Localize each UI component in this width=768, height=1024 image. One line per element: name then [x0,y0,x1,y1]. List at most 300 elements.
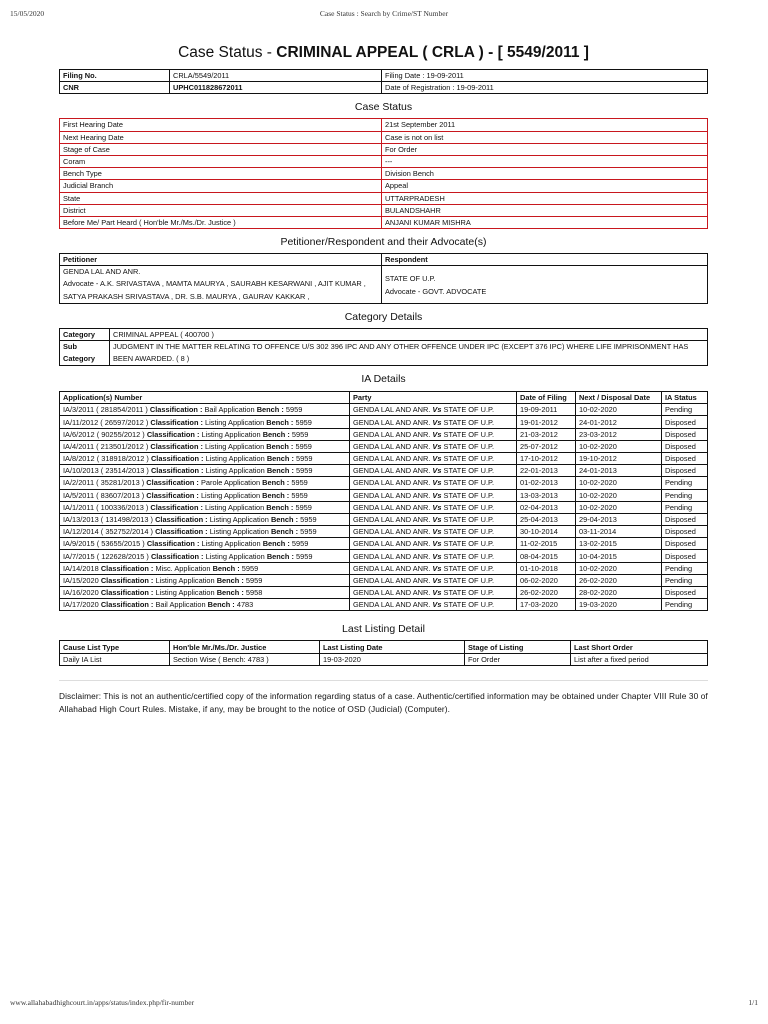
ia-petitioner: GENDA LAL AND ANR. [353,405,431,415]
ia-application-cell [60,550,350,562]
ia-application-cell [60,538,350,550]
ia-respondent: STATE OF U.P. [443,454,495,464]
title-prefix: Case Status - [178,44,277,61]
table-row [60,428,708,440]
ia-number: IA/12/2014 ( 352752/2014 ) [63,527,153,537]
ia-application-cell [60,562,350,574]
versus-label: Vs [432,502,442,512]
ia-bench: 5959 [295,441,312,451]
ia-status: Pending [662,404,708,416]
classification-label: Classification : [100,600,154,610]
bench-label: Bench : [262,539,290,549]
ia-filing-date: 25-04-2013 [517,513,576,525]
classification-label: Classification : [100,563,154,573]
bench-label: Bench : [270,515,299,525]
print-url: www.allahabadhighcourt.in/apps/status/index.php/fir-number [10,998,195,1007]
table-row [60,168,708,180]
ia-respondent: STATE OF U.P. [443,490,495,500]
case-status-label: State [60,192,382,204]
ia-petitioner: GENDA LAL AND ANR. [353,454,431,464]
ia-classification: Bail Application [155,600,206,610]
ia-number: IA/7/2015 ( 122628/2015 ) [63,551,149,561]
ia-col-next-date: Next / Disposal Date [576,392,662,404]
sub-category-value: JUDGMENT IN THE MATTER RELATING TO OFFENCE U/S 302 396 IPC AND ANY OTHER OFFENCE UNDER IPC (EXCEPT 376 IPC) WHERE LIFE IMPRISONMENT HAS BEEN AWARDED. ( 8 ) [110,341,708,366]
versus-label: Vs [432,575,442,585]
table-row [60,465,708,477]
ia-respondent: STATE OF U.P. [443,429,495,439]
bench-label: Bench : [266,466,294,476]
versus-label: Vs [432,563,442,573]
classification-label: Classification : [146,478,199,488]
ia-respondent: STATE OF U.P. [443,575,495,585]
print-page-number: 1/1 [748,998,758,1007]
case-status-value: Appeal [382,180,708,192]
table-row [60,328,708,340]
ia-bench: 5959 [296,551,313,561]
print-page-title: Case Status : Search by Crime/ST Number [319,9,449,18]
ia-bench: 5959 [295,502,312,512]
table-row [60,526,708,538]
ia-status: Disposed [662,428,708,440]
bench-label: Bench : [266,417,294,427]
ia-application-cell [60,513,350,525]
bench-label: Bench : [262,490,290,500]
ia-status: Pending [662,489,708,501]
ia-classification: Listing Application [209,527,269,537]
ia-status: Disposed [662,538,708,550]
table-row [60,180,708,192]
ia-respondent: STATE OF U.P. [443,563,495,573]
bench-label: Bench : [262,429,290,439]
title-case-number: CRIMINAL APPEAL ( CRLA ) - [ 5549/2011 ] [276,44,589,61]
ia-status: Disposed [662,550,708,562]
table-row [60,440,708,452]
classification-label: Classification : [155,515,208,525]
bench-label: Bench : [216,575,244,585]
bench-label: Bench : [270,527,299,537]
print-header [10,9,758,21]
ia-bench: 5959 [291,429,309,439]
table-row [60,416,708,428]
bench-label: Bench : [266,551,294,561]
table-header-row [60,641,708,653]
versus-label: Vs [432,466,442,476]
category-table [59,328,708,366]
ia-status: Disposed [662,465,708,477]
ia-filing-date: 22-01-2013 [517,465,576,477]
table-row [60,452,708,464]
main-content [59,44,708,716]
ia-filing-date: 19-09-2011 [517,404,576,416]
sub-label-line-2: Category [63,354,96,364]
category-value: CRIMINAL APPEAL ( 400700 ) [110,328,708,340]
ia-number: IA/14/2018 [63,563,99,573]
ia-filing-date: 11-02-2015 [517,538,576,550]
ia-status: Pending [662,574,708,586]
classification-label: Classification : [146,429,200,439]
table-row [60,155,708,167]
ia-next-date: 26-02-2020 [576,574,662,586]
respondent-name: STATE OF U.P. [385,273,436,283]
ia-number: IA/15/2020 [63,575,99,585]
ia-filing-date: 25-07-2012 [517,440,576,452]
table-row [60,82,708,94]
classification-label: Classification : [150,417,203,427]
ia-filing-date: 01-02-2013 [517,477,576,489]
ia-party-cell [350,489,517,501]
versus-label: Vs [432,441,442,451]
table-row [60,501,708,513]
ia-number: IA/9/2015 ( 53655/2015 ) [63,539,145,549]
ia-application-cell [60,416,350,428]
table-row [60,587,708,599]
ia-bench: 5958 [245,588,263,598]
ia-classification: Listing Application [205,417,265,427]
ia-petitioner: GENDA LAL AND ANR. [353,551,431,561]
ia-classification: Parole Application [200,478,261,488]
case-status-label: Before Me/ Part Heard ( Hon'ble Mr./Ms./Dr. Justice ) [60,216,382,228]
ia-heading: IA Details [361,373,406,386]
ia-petitioner: GENDA LAL AND ANR. [353,429,431,439]
ia-next-date: 10-02-2020 [576,404,662,416]
case-status-table [59,118,708,229]
ia-next-date: 10-02-2020 [576,501,662,513]
ia-next-date: 29-04-2013 [576,513,662,525]
ia-petitioner: GENDA LAL AND ANR. [353,600,431,610]
bench-label: Bench : [207,600,235,610]
ia-petitioner: GENDA LAL AND ANR. [353,502,431,512]
ll-col-cause-list: Cause List Type [60,641,170,653]
table-row [60,216,708,228]
ia-next-date: 10-02-2020 [576,440,662,452]
ll-col-stage: Stage of Listing [465,641,571,653]
ia-party-cell [350,526,517,538]
table-row [60,119,708,131]
ll-col-order: Last Short Order [571,641,708,653]
ia-next-date: 10-02-2020 [576,562,662,574]
ia-party-cell [350,428,517,440]
ia-bench: 5959 [291,539,309,549]
ia-bench: 5959 [245,575,263,585]
bench-label: Bench : [216,588,244,598]
ia-petitioner: GENDA LAL AND ANR. [353,515,431,525]
ia-filing-date: 17-10-2012 [517,452,576,464]
ia-classification: Listing Application [155,575,215,585]
ia-number: IA/6/2012 ( 90255/2012 ) [63,429,145,439]
ia-next-date: 24-01-2012 [576,416,662,428]
ia-application-cell [60,574,350,586]
classification-label: Classification : [155,527,208,537]
case-status-value: UTTARPRADESH [382,192,708,204]
table-row [60,404,708,416]
ia-party-cell [350,465,517,477]
ia-status: Disposed [662,513,708,525]
ia-party-cell [350,574,517,586]
table-row [60,143,708,155]
ia-petitioner: GENDA LAL AND ANR. [353,441,431,451]
classification-label: Classification : [100,588,154,598]
ia-party-cell [350,538,517,550]
case-status-label: Bench Type [60,168,382,180]
ia-next-date: 13-02-2015 [576,538,662,550]
versus-label: Vs [432,417,442,427]
ia-status: Pending [662,477,708,489]
bench-label: Bench : [262,478,290,488]
sub-category-label [60,341,110,366]
table-row [60,538,708,550]
versus-label: Vs [432,551,442,561]
bench-label: Bench : [266,441,294,451]
ia-col-party: Party [350,392,517,404]
ia-next-date: 23-03-2012 [576,428,662,440]
ll-stage: For Order [465,653,571,665]
respondent-advocate: Advocate - GOVT. ADVOCATE [385,286,487,296]
ia-classification: Listing Application [155,588,215,598]
ll-order: List after a fixed period [571,653,708,665]
case-status-label: Coram [60,155,382,167]
ia-status: Pending [662,562,708,574]
ia-filing-date: 06-02-2020 [517,574,576,586]
classification-label: Classification : [150,441,203,451]
ia-respondent: STATE OF U.P. [443,417,495,427]
cnr-label: CNR [60,82,170,94]
ia-respondent: STATE OF U.P. [443,405,495,415]
case-status-label: Next Hearing Date [60,131,382,143]
ia-petitioner: GENDA LAL AND ANR. [353,478,431,488]
ia-respondent: STATE OF U.P. [443,478,495,488]
case-status-value: 21st September 2011 [382,119,708,131]
table-row [60,70,708,82]
versus-label: Vs [432,515,442,525]
table-row [60,599,708,611]
print-footer [10,998,758,1010]
ia-petitioner: GENDA LAL AND ANR. [353,575,431,585]
petitioner-header: Petitioner [60,254,382,266]
ia-next-date: 19-03-2020 [576,599,662,611]
ia-filing-date: 02-04-2013 [517,501,576,513]
ll-col-date: Last Listing Date [320,641,465,653]
ia-party-cell [350,477,517,489]
ia-classification: Listing Application [205,466,265,476]
ia-respondent: STATE OF U.P. [443,551,495,561]
print-date: 15/05/2020 [10,9,45,18]
ia-bench: 4783 [236,600,254,610]
last-listing-table [59,640,708,665]
ia-number: IA/5/2011 ( 83607/2013 ) [63,490,145,500]
classification-label: Classification : [146,490,199,500]
classification-label: Classification : [100,575,154,585]
ll-date: 19-03-2020 [320,653,465,665]
respondent-header: Respondent [382,254,708,266]
ia-col-filing-date: Date of Filing [517,392,576,404]
versus-label: Vs [432,588,442,598]
category-heading: Category Details [344,310,423,323]
ia-classification: Listing Application [205,454,265,464]
ll-cause-list: Daily IA List [60,653,170,665]
filing-no-value: CRLA/5549/2011 [170,70,382,82]
ia-party-cell [350,452,517,464]
ia-classification: Misc. Application [155,563,211,573]
classification-label: Classification : [149,405,203,415]
ia-respondent: STATE OF U.P. [443,600,495,610]
case-status-label: Stage of Case [60,143,382,155]
ia-number: IA/10/2013 ( 23514/2013 ) [63,466,149,476]
ia-col-application: Application(s) Number [60,392,350,404]
parties-table [59,253,708,304]
ll-col-justice: Hon'ble Mr./Ms./Dr. Justice [170,641,320,653]
ia-classification: Bail Application [204,405,255,415]
ia-classification: Listing Application [205,441,265,451]
ia-classification: Listing Application [201,539,261,549]
ia-table [59,391,708,611]
table-row [60,574,708,586]
ia-bench: 5959 [291,478,308,488]
versus-label: Vs [432,600,442,610]
ia-number: IA/2/2011 ( 35281/2013 ) [63,478,145,488]
ia-respondent: STATE OF U.P. [443,527,495,537]
petitioner-cell [60,266,382,304]
ia-number: IA/13/2013 ( 131498/2013 ) [63,515,153,525]
ia-status: Pending [662,501,708,513]
ia-party-cell [350,562,517,574]
table-row [60,204,708,216]
case-status-label: District [60,204,382,216]
case-status-label: Judicial Branch [60,180,382,192]
bench-label: Bench : [212,563,240,573]
table-row [60,653,708,665]
ia-status: Disposed [662,452,708,464]
disclaimer: Disclaimer: This is not an authentic/certified copy of the information regarding status of a case. Authentic/certified information may be obtained under Chapter VIII Rule 30 of Allahabad High Court Rules. Mistake, if any, may be brought to the notice of OSD (Judicial) (Computer). [59,680,708,716]
sub-label-line-1: Sub [63,342,77,352]
filing-date: Filing Date : 19-09-2011 [382,70,708,82]
versus-label: Vs [432,405,442,415]
table-row [60,192,708,204]
ia-classification: Listing Application [205,551,265,561]
ia-next-date: 10-04-2015 [576,550,662,562]
ia-respondent: STATE OF U.P. [443,539,495,549]
ia-filing-date: 17-03-2020 [517,599,576,611]
ia-col-status: IA Status [662,392,708,404]
filing-table [59,69,708,94]
ia-classification: Listing Application [205,502,265,512]
ia-application-cell [60,599,350,611]
ia-number: IA/4/2011 ( 213501/2012 ) [63,441,149,451]
ia-respondent: STATE OF U.P. [443,515,495,525]
ia-filing-date: 30-10-2014 [517,526,576,538]
ia-party-cell [350,404,517,416]
ia-party-cell [350,513,517,525]
ia-bench: 5959 [296,466,313,476]
respondent-cell [382,266,708,304]
ia-number: IA/1/2011 ( 100336/2013 ) [63,502,149,512]
ia-application-cell [60,477,350,489]
ia-petitioner: GENDA LAL AND ANR. [353,588,431,598]
bench-label: Bench : [256,405,284,415]
ia-status: Disposed [662,416,708,428]
ia-bench: 5959 [296,454,313,464]
ia-application-cell [60,587,350,599]
versus-label: Vs [432,539,442,549]
case-status-value: BULANDSHAHR [382,204,708,216]
ia-party-cell [350,501,517,513]
ia-filing-date: 26-02-2020 [517,587,576,599]
ia-petitioner: GENDA LAL AND ANR. [353,466,431,476]
last-listing-heading: Last Listing Detail [342,623,425,636]
ia-filing-date: 21-03-2012 [517,428,576,440]
ia-application-cell [60,501,350,513]
ia-party-cell [350,550,517,562]
ia-bench: 5959 [285,405,303,415]
ia-petitioner: GENDA LAL AND ANR. [353,563,431,573]
case-status-label: First Hearing Date [60,119,382,131]
ia-filing-date: 19-01-2012 [517,416,576,428]
ia-bench: 5959 [300,515,317,525]
ia-petitioner: GENDA LAL AND ANR. [353,490,431,500]
table-row [60,513,708,525]
ia-classification: Listing Application [209,515,269,525]
ia-respondent: STATE OF U.P. [443,588,495,598]
table-row [60,562,708,574]
parties-heading: Petitioner/Respondent and their Advocate(s) [280,236,487,249]
category-label: Category [60,328,110,340]
cnr-value: UPHC011828672011 [170,82,382,94]
ia-petitioner: GENDA LAL AND ANR. [353,527,431,537]
ia-bench: 5959 [295,417,312,427]
ia-respondent: STATE OF U.P. [443,466,495,476]
ia-status: Disposed [662,526,708,538]
ia-bench: 5959 [291,490,308,500]
ia-respondent: STATE OF U.P. [443,502,495,512]
ll-justice: Section Wise ( Bench: 4783 ) [170,653,320,665]
classification-label: Classification : [150,466,204,476]
ia-status: Disposed [662,440,708,452]
case-status-heading: Case Status [354,101,413,114]
page-title [59,44,708,62]
ia-application-cell [60,428,350,440]
ia-next-date: 24-01-2013 [576,465,662,477]
ia-classification: Listing Application [200,490,261,500]
ia-bench: 5959 [300,527,317,537]
table-header-row [60,392,708,404]
classification-label: Classification : [146,539,200,549]
versus-label: Vs [432,429,442,439]
ia-next-date: 03-11-2014 [576,526,662,538]
ia-filing-date: 08-04-2015 [517,550,576,562]
ia-party-cell [350,599,517,611]
ia-filing-date: 13-03-2013 [517,489,576,501]
filing-no-label: Filing No. [60,70,170,82]
registration-date: Date of Registration : 19-09-2011 [382,82,708,94]
ia-party-cell [350,587,517,599]
ia-number: IA/17/2020 [63,600,99,610]
case-status-value: Division Bench [382,168,708,180]
ia-respondent: STATE OF U.P. [443,441,495,451]
ia-application-cell [60,404,350,416]
ia-number: IA/8/2012 ( 318918/2012 ) [63,454,149,464]
versus-label: Vs [432,478,442,488]
ia-number: IA/16/2020 [63,588,99,598]
versus-label: Vs [432,454,442,464]
ia-party-cell [350,416,517,428]
petitioner-advocates: Advocate - A.K. SRIVASTAVA , MAMTA MAURYA , SAURABH KESARWANI , AJIT KUMAR , SATYA PRAKASH SRIVASTAVA , DR. S.B. MAURYA , GAURAV KAKKAR , [63,279,366,301]
versus-label: Vs [432,527,442,537]
bench-label: Bench : [266,454,294,464]
case-status-value: For Order [382,143,708,155]
table-row [60,341,708,366]
ia-bench: 5959 [241,563,259,573]
case-status-value: --- [382,155,708,167]
ia-number: IA/11/2012 ( 26597/2012 ) [63,417,149,427]
